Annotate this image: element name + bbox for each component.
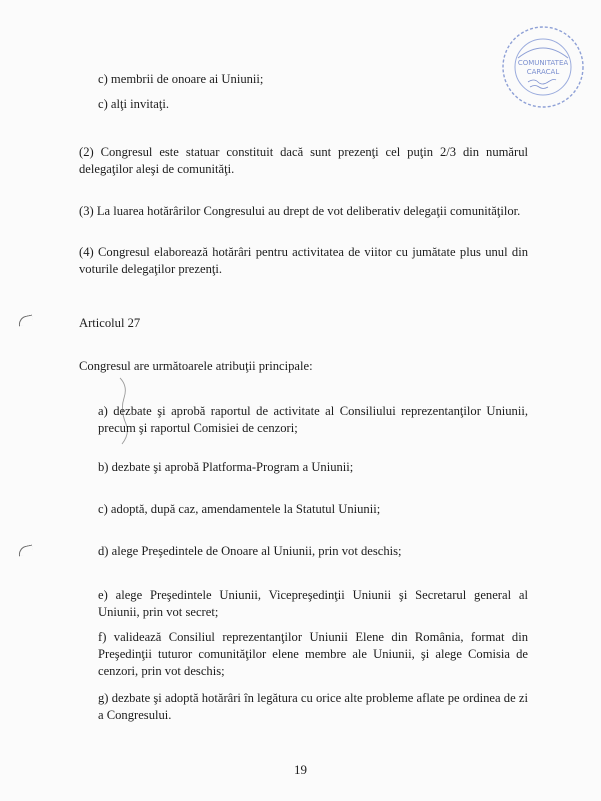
svg-text:CARACAL: CARACAL — [526, 68, 560, 76]
list-item-a: a) dezbate şi aprobă raportul de activitate al Consiliului reprezentanţilor Uniunii, precum şi raportul Comisiei de cenzori; — [98, 404, 528, 435]
margin-mark-1 — [17, 315, 34, 327]
list-item-f: f) validează Consiliul reprezentanţilor Uniunii Elene din România, format din Preşedinţii tuturor comunităţilor elene membre ale Uniunii, şi alege Comisia de cenzori, prin vot deschis; — [98, 630, 528, 678]
paragraph-2-quorum: (2) Congresul este statuar constituit dacă sunt prezenţi cel puţin 2/3 din numărul delegaţilor aleşi de comunităţi. — [79, 145, 528, 176]
svg-text:COMUNITATEA: COMUNITATEA — [517, 59, 569, 67]
page-number: 19 — [294, 762, 307, 777]
article-title: Articolul 27 — [79, 316, 141, 330]
margin-mark-2 — [17, 545, 34, 557]
paragraph-c-honorary-members: c) membrii de onoare ai Uniunii; — [98, 72, 264, 86]
article-intro: Congresul are următoarele atribuţii principale: — [79, 359, 313, 373]
paragraph-3-voting-right: (3) La luarea hotărârilor Congresului au drept de vot deliberativ delegaţii comunităţilor. — [79, 204, 521, 218]
paragraph-4-decisions: (4) Congresul elaborează hotărâri pentru activitatea de viitor cu jumătate plus unul din voturile delegaţilor prezenţi. — [79, 245, 528, 276]
paragraph-c-other-guests: c) alţi invitaţi. — [98, 97, 169, 111]
list-item-b: b) dezbate şi aprobă Platforma-Program a Uniunii; — [98, 460, 354, 474]
list-item-g: g) dezbate şi adoptă hotărâri în legătura cu orice alte probleme aflate pe ordinea de zi a Congresului. — [98, 691, 528, 722]
list-item-d: d) alege Preşedintele de Onoare al Uniunii, prin vot deschis; — [98, 544, 402, 558]
list-item-e: e) alege Preşedintele Uniunii, Vicepreşedinţii Uniunii şi Secretarul general al Uniunii, prin vot secret; — [98, 588, 528, 619]
list-item-c: c) adoptă, după caz, amendamentele la Statutul Uniunii; — [98, 502, 381, 516]
